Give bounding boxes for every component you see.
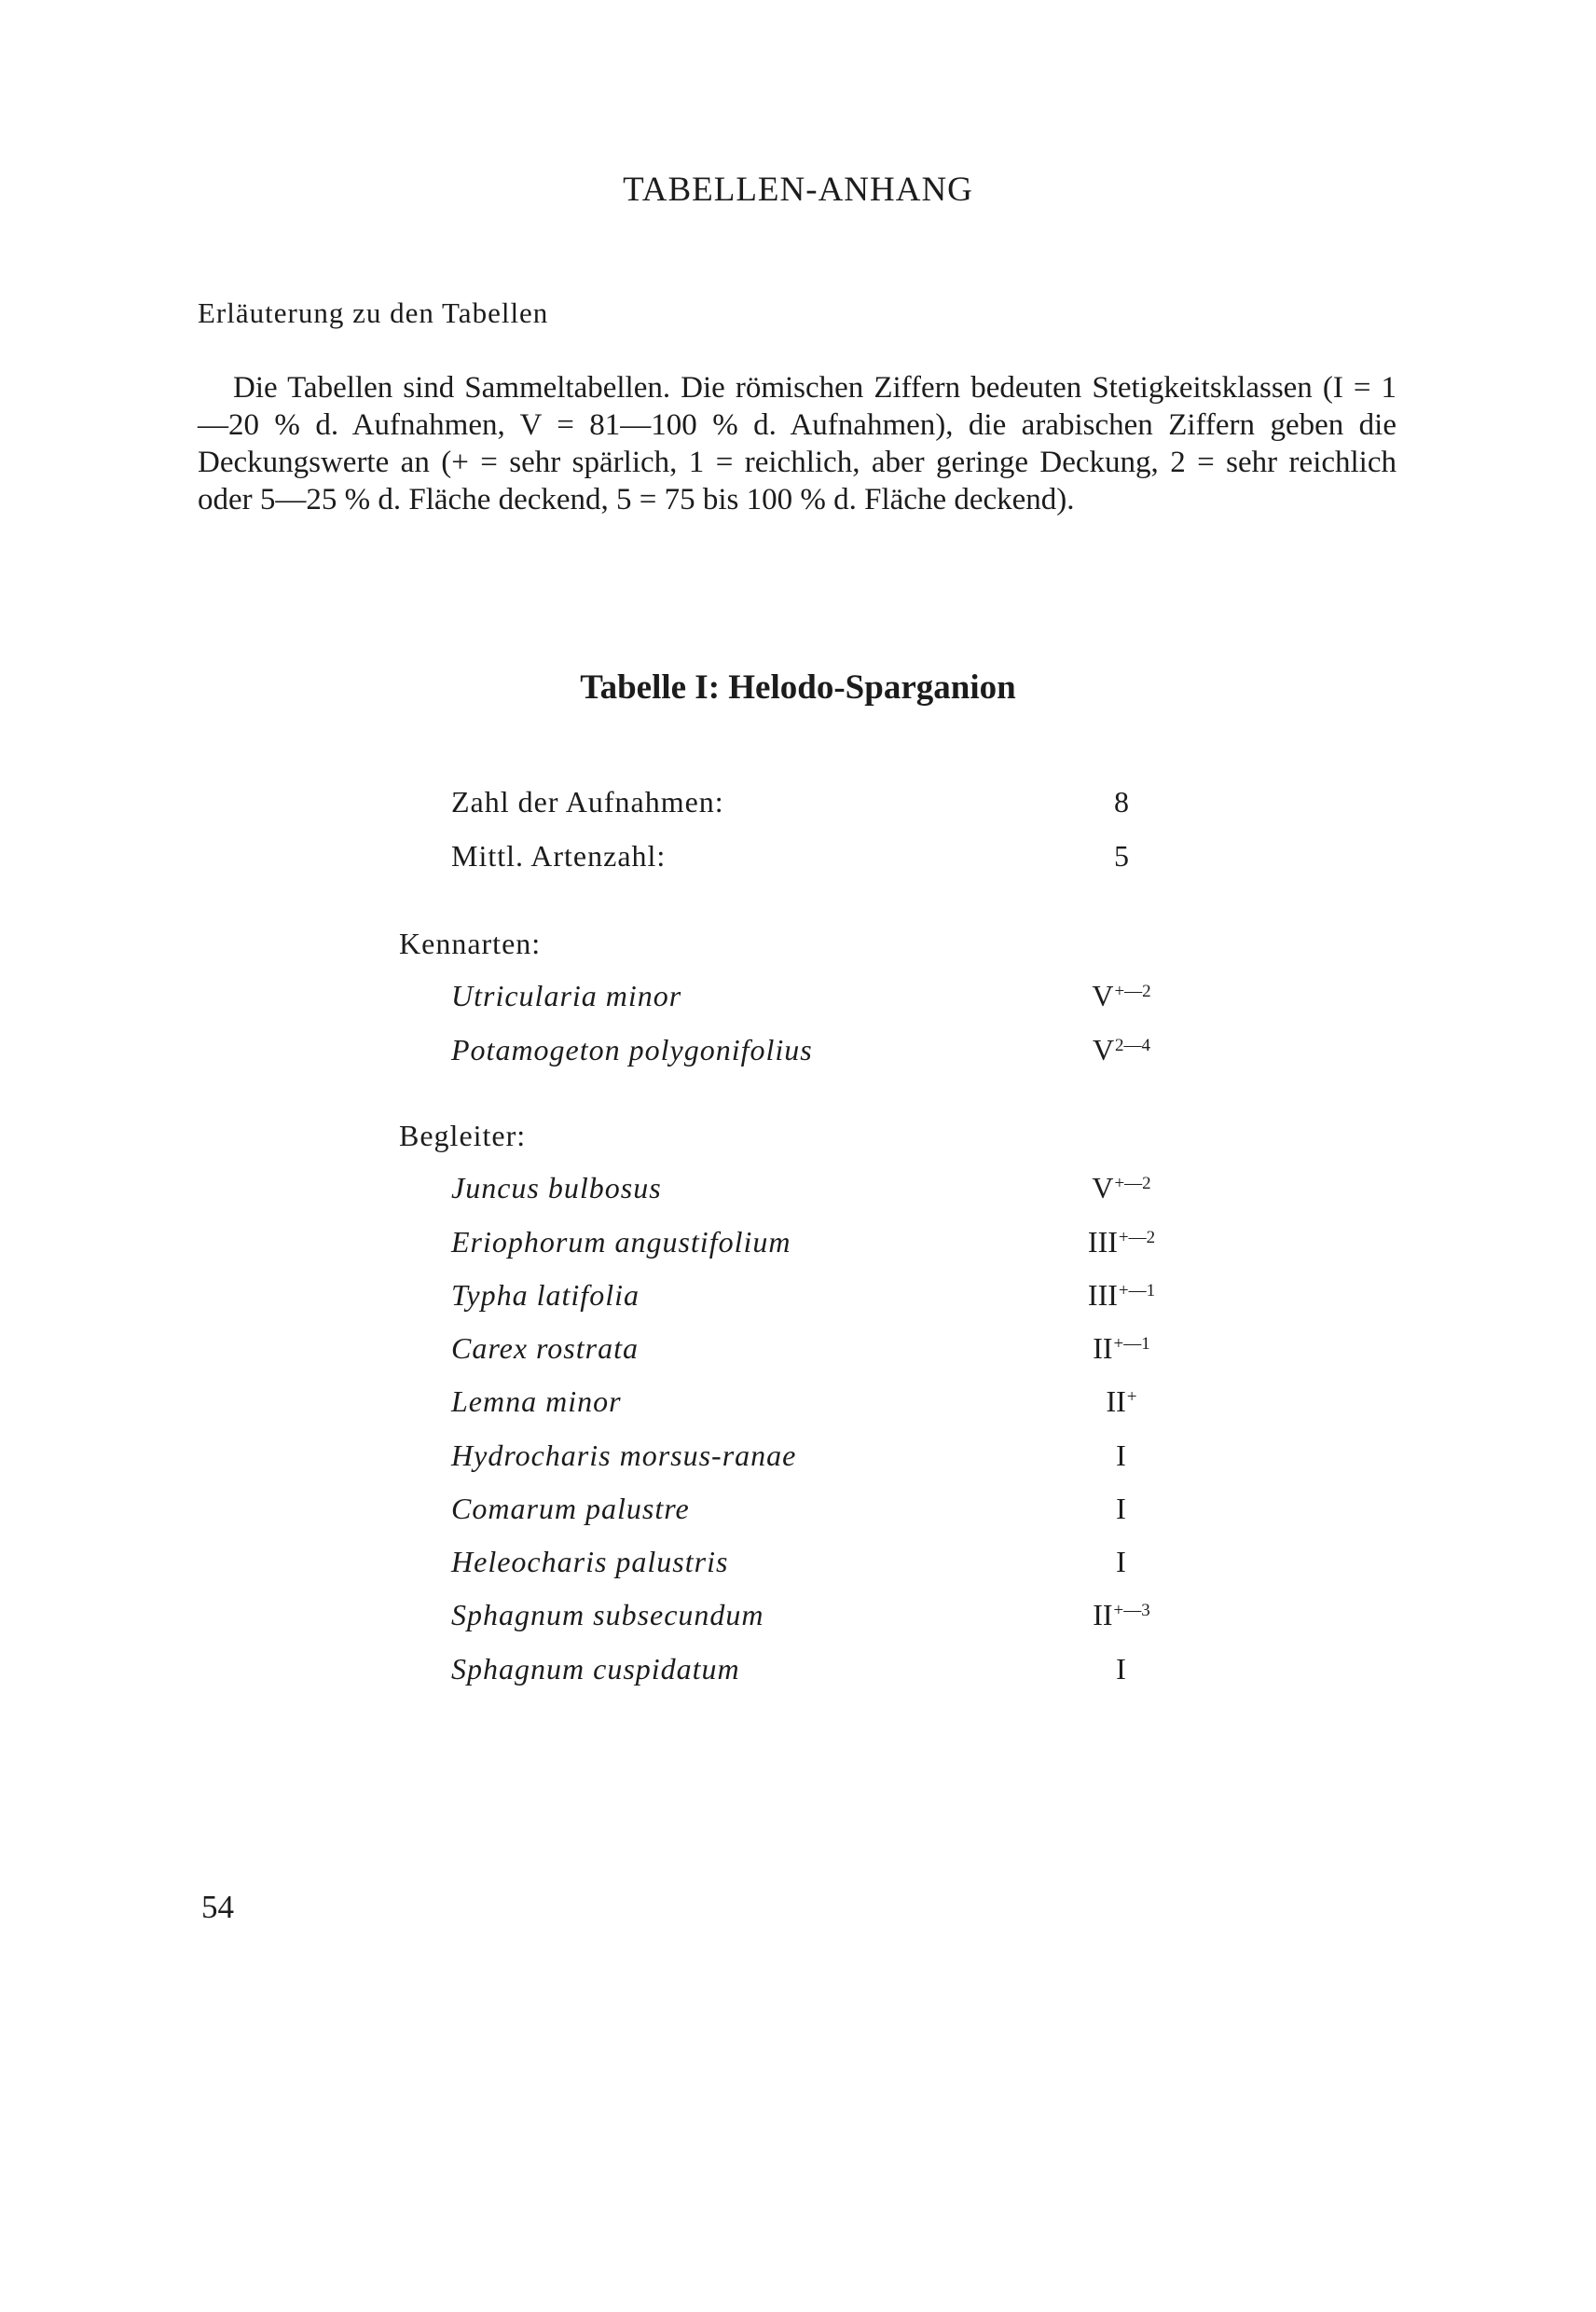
species-name: Heleocharis palustris — [451, 1545, 729, 1578]
constancy-value — [1033, 1384, 1210, 1419]
stat-row-aufnahmen — [0, 785, 1596, 826]
page-number: 54 — [201, 1889, 234, 1925]
species-name: Sphagnum subsecundum — [451, 1598, 764, 1631]
species-name: Carex rostrata — [451, 1331, 639, 1365]
cover-range: +—1 — [1118, 1281, 1156, 1300]
species-row — [0, 1492, 1596, 1533]
constancy-class: I — [1116, 1438, 1126, 1472]
constancy-value — [1033, 1492, 1210, 1526]
explanation-heading: Erläuterung zu den Tabellen — [198, 296, 549, 329]
cover-range: +—2 — [1114, 1174, 1151, 1193]
species-name: Potamogeton polygonifolius — [451, 1033, 813, 1067]
constancy-value — [1033, 1278, 1210, 1313]
constancy-class: II — [1106, 1384, 1126, 1418]
species-name: Lemna minor — [451, 1384, 622, 1418]
species-row — [0, 1033, 1596, 1074]
species-row — [0, 1438, 1596, 1479]
group-label-begleiter: Begleiter: — [399, 1119, 527, 1152]
constancy-class: V — [1092, 979, 1114, 1012]
species-row — [0, 1545, 1596, 1586]
constancy-class: II — [1093, 1331, 1113, 1365]
stat-value: 5 — [1114, 839, 1129, 873]
constancy-class: V — [1092, 1033, 1115, 1067]
group-label-kennarten: Kennarten: — [399, 927, 542, 960]
constancy-value — [1033, 1171, 1210, 1205]
table-title: Tabelle I: Helodo-Sparganion — [580, 668, 1016, 707]
constancy-value — [1033, 1545, 1210, 1579]
species-name: Utricularia minor — [451, 979, 682, 1012]
stat-value: 8 — [1114, 785, 1129, 819]
constancy-class: III — [1087, 1278, 1118, 1312]
stat-row-artenzahl — [0, 839, 1596, 880]
species-row — [0, 979, 1596, 1020]
stat-label: Zahl der Aufnahmen: — [451, 785, 724, 819]
constancy-value — [1033, 1438, 1210, 1473]
constancy-value — [1033, 1331, 1210, 1366]
species-row — [0, 1225, 1596, 1266]
species-name: Sphagnum cuspidatum — [451, 1652, 740, 1686]
constancy-value — [1033, 1598, 1210, 1632]
cover-range: +—3 — [1113, 1601, 1150, 1620]
species-row — [0, 1384, 1596, 1425]
explanation-paragraph: Die Tabellen sind Sammeltabellen. Die römischen Ziffern bedeuten Stetigkeitsklassen (I = 1—20 % d. Aufnahmen, V = 81—100 % d. Aufnahmen), die arabischen Ziffern geben die Deckungswerte an (+ = sehr spärlich, 1 = reichlich, aber geringe Deckung, 2 = sehr reichlich oder 5—25 % d. Fläche deckend, 5 = 75 bis 100 % d. Fläche deckend). — [198, 371, 1396, 516]
species-name: Hydrocharis morsus-ranae — [451, 1438, 797, 1472]
constancy-class: I — [1116, 1652, 1126, 1686]
species-row — [0, 1331, 1596, 1372]
species-row — [0, 1171, 1596, 1212]
constancy-value — [1033, 1033, 1210, 1067]
cover-range: +—2 — [1114, 982, 1151, 1001]
constancy-class: I — [1116, 1545, 1126, 1578]
cover-range: +—2 — [1118, 1228, 1156, 1247]
species-row — [0, 1278, 1596, 1319]
species-name: Juncus bulbosus — [451, 1171, 662, 1204]
constancy-value — [1033, 1225, 1210, 1259]
constancy-class: V — [1092, 1171, 1114, 1204]
cover-range: + — [1126, 1387, 1137, 1407]
constancy-class: I — [1116, 1492, 1126, 1525]
constancy-value — [1033, 979, 1210, 1013]
cover-range: 2—4 — [1115, 1036, 1151, 1055]
stat-label: Mittl. Artenzahl: — [451, 839, 667, 873]
species-row — [0, 1652, 1596, 1693]
constancy-class: II — [1093, 1598, 1113, 1631]
running-head: TABELLEN-ANHANG — [623, 171, 973, 209]
species-name: Eriophorum angustifolium — [451, 1225, 791, 1259]
species-row — [0, 1598, 1596, 1639]
cover-range: +—1 — [1113, 1334, 1150, 1354]
constancy-value — [1033, 1652, 1210, 1686]
constancy-class: III — [1087, 1225, 1118, 1259]
species-name: Comarum palustre — [451, 1492, 690, 1525]
species-name: Typha latifolia — [451, 1278, 640, 1312]
